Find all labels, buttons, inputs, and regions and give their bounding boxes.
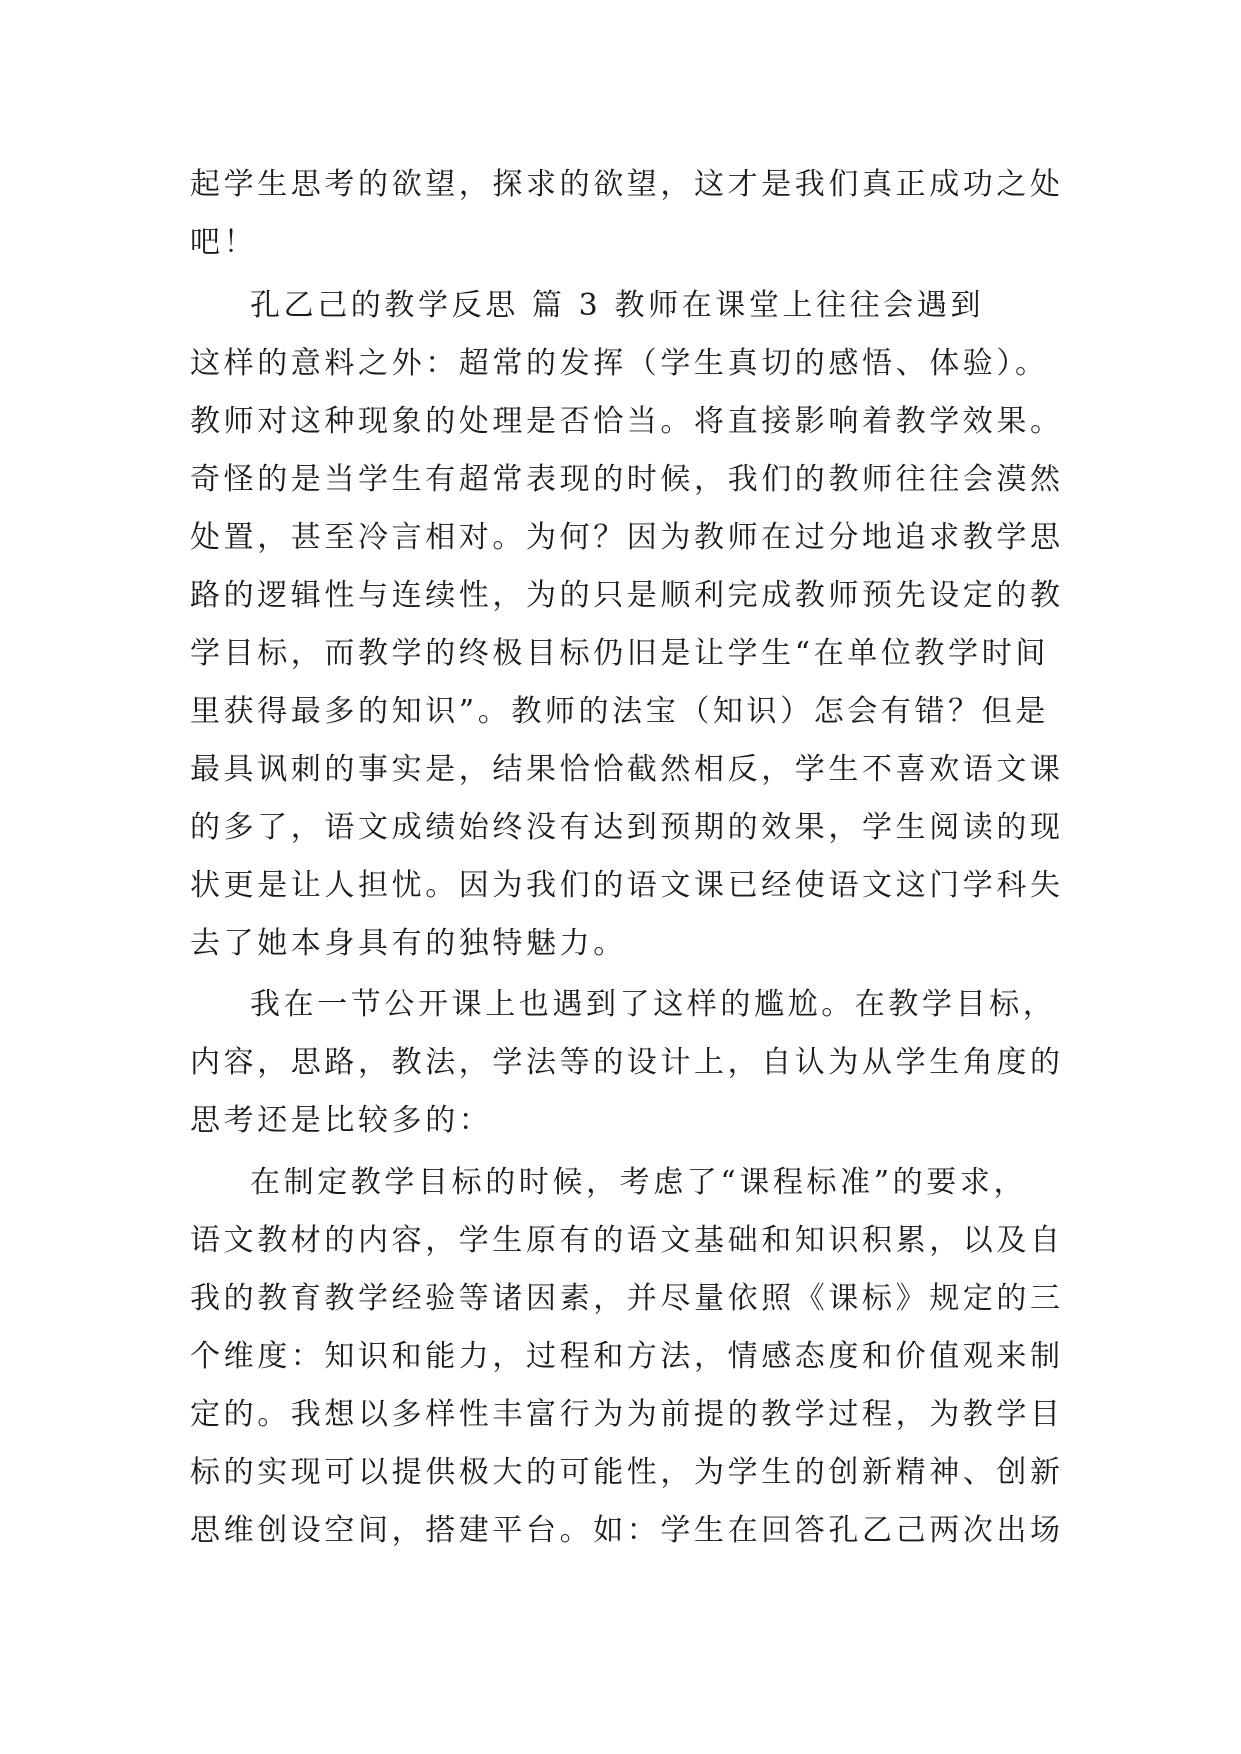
text-line: 语文教材的内容，学生原有的语文基础和知识积累，以及自: [190, 1223, 1064, 1258]
text-line: 个维度：知识和能力，过程和方法，情感态度和价值观来制: [190, 1339, 1064, 1374]
text-line: 定的。我想以多样性丰富行为为前提的教学过程，为教学目: [190, 1397, 1064, 1432]
text-line: 吧！: [190, 225, 258, 260]
text-line: 学目标，而教学的终极目标仍旧是让学生“在单位教学时间: [190, 636, 1049, 671]
text-line: 我在一节公开课上也遇到了这样的尴尬。在教学目标，: [250, 987, 1057, 1022]
text-line: 在制定教学目标的时候，考虑了“课程标准”的要求，: [250, 1165, 1028, 1200]
section-heading-line: 孔乙己的教学反思 篇 3 教师在课堂上往往会遇到: [250, 288, 985, 323]
text-line: 最具讽刺的事实是，结果恰恰截然相反，学生不喜欢语文课: [190, 752, 1064, 787]
text-line: 起学生思考的欲望，探求的欲望，这才是我们真正成功之处: [190, 167, 1064, 202]
text-line: 的多了，语文成绩始终没有达到预期的效果，学生阅读的现: [190, 810, 1064, 845]
text-line: 里获得最多的知识”。教师的法宝（知识）怎会有错？但是: [190, 694, 1049, 729]
text-line: 思考还是比较多的：: [190, 1103, 493, 1138]
text-line: 我的教育教学经验等诸因素，并尽量依照《课标》规定的三: [190, 1281, 1064, 1316]
text-line: 状更是让人担忧。因为我们的语文课已经使语文这门学科失: [190, 868, 1064, 903]
text-line: 教师对这种现象的处理是否恰当。将直接影响着教学效果。: [190, 404, 1064, 439]
text-line: 标的实现可以提供极大的可能性，为学生的创新精神、创新: [190, 1455, 1064, 1490]
text-line: 内容，思路，教法，学法等的设计上，自认为从学生角度的: [190, 1045, 1064, 1080]
text-line: 奇怪的是当学生有超常表现的时候，我们的教师往往会漠然: [190, 462, 1064, 497]
text-line: 去了她本身具有的独特魅力。: [190, 926, 627, 961]
text-line: 这样的意料之外：超常的发挥（学生真切的感悟、体验）。: [190, 346, 1049, 381]
text-line: 思维创设空间，搭建平台。如：学生在回答孔乙己两次出场: [190, 1513, 1064, 1548]
text-line: 路的逻辑性与连续性，为的只是顺利完成教师预先设定的教: [190, 578, 1064, 613]
text-line: 处置，甚至冷言相对。为何？因为教师在过分地追求教学思: [190, 520, 1064, 555]
